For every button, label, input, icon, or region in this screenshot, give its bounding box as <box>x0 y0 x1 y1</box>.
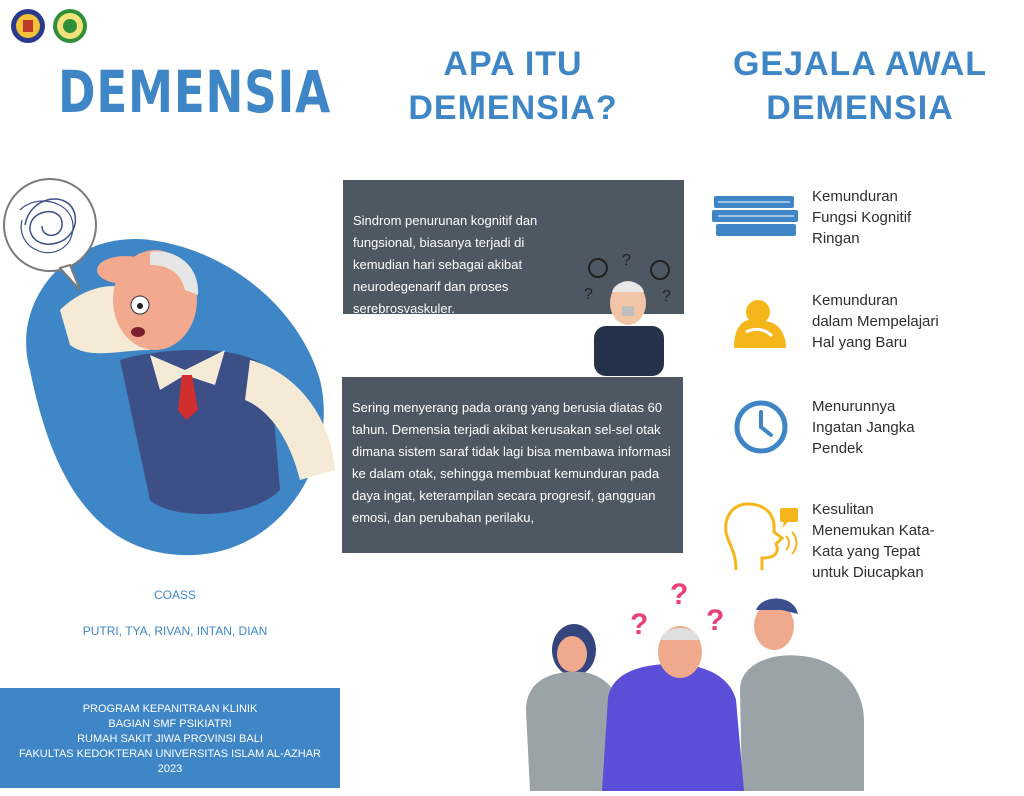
footer-line2: BAGIAN SMF PSIKIATRI <box>108 718 232 730</box>
credits-names: PUTRI, TYA, RIVAN, INTAN, DIAN <box>82 624 268 638</box>
family-support-illustration <box>512 580 872 791</box>
symptoms-heading <box>720 42 1000 130</box>
symptom-1 <box>812 186 992 249</box>
symptom-3-line3: Pendek <box>812 440 863 457</box>
symptom-2-line3: Hal yang Baru <box>812 334 908 351</box>
question-mark-3: ? <box>662 288 671 305</box>
question-mark-6: ? <box>706 604 725 637</box>
question-mark-4: ? <box>630 608 649 641</box>
symptom-4-line2: Menemukan Kata- <box>812 522 935 539</box>
hospital-emblem-icon <box>52 8 88 44</box>
symptoms-heading-line2: DEMENSIA <box>766 89 954 127</box>
credits-role: COASS <box>153 588 196 602</box>
books-icon <box>710 190 802 240</box>
confused-elderly-man-illustration <box>0 170 340 560</box>
symptom-3-line1: Menurunnya <box>812 398 896 415</box>
definition-box-2 <box>342 377 683 553</box>
symptom-4-line3: Kata yang Tepat <box>812 543 921 560</box>
symptom-1-line3: Ringan <box>812 230 860 247</box>
symptom-1-line1: Kemunduran <box>812 188 898 205</box>
symptom-3 <box>812 396 992 459</box>
symptom-1-line2: Fungsi Kognitif <box>812 209 912 226</box>
what-is-heading <box>398 42 628 130</box>
symptom-3-line2: Ingatan Jangka <box>812 419 915 436</box>
symptom-4-line1: Kesulitan <box>812 501 874 518</box>
question-mark-1: ? <box>622 252 631 269</box>
institution-footer <box>0 688 340 788</box>
symptom-2-line1: Kemunduran <box>812 292 898 309</box>
footer-line4: FAKULTAS KEDOKTERAN UNIVERSITAS ISLAM AL-AZHAR <box>19 748 321 760</box>
sad-person-icon <box>728 298 790 350</box>
small-confused-man-illustration <box>578 248 678 376</box>
what-is-heading-line2: DEMENSIA? <box>408 89 618 127</box>
footer-line5: 2023 <box>157 763 183 775</box>
symptom-2-line2: dalam Mempelajari <box>812 313 939 330</box>
symptom-4-line4: untuk Diucapkan <box>812 564 924 581</box>
page-title: DEMENSIA <box>58 58 331 126</box>
what-is-heading-line1: APA ITU <box>443 45 583 83</box>
question-mark-5: ? <box>670 578 689 611</box>
definition-paragraph-2: Sering menyerang pada orang yang berusia diatas 60 tahun. Demensia terjadi akibat kerusakan sel-sel otak dimana sistem saraf tidak lagi bisa membawa informasi ke dalam otak, sehingga membuat kemunduran pada daya ingat, keterampilan secara progresif, gangguan emosi, dan perubahan perilaku, <box>352 400 671 525</box>
definition-paragraph-1: Sindrom penurunan kognitif dan fungsional, biasanya terjadi di kemudian hari sebagai akibat neurodegenarif dan proses serebrosvaskuler. <box>353 213 538 316</box>
footer-line1: PROGRAM KEPANITRAAN KLINIK <box>82 703 258 715</box>
footer-line3: RUMAH SAKIT JIWA PROVINSI BALI <box>77 733 263 745</box>
symptom-2 <box>812 290 992 353</box>
clock-icon <box>733 399 789 455</box>
question-mark-2: ? <box>584 286 593 303</box>
symptom-4 <box>812 499 992 583</box>
speaking-head-icon <box>720 500 802 572</box>
university-seal-icon <box>10 8 46 44</box>
symptoms-heading-line1: GEJALA AWAL <box>732 45 988 83</box>
